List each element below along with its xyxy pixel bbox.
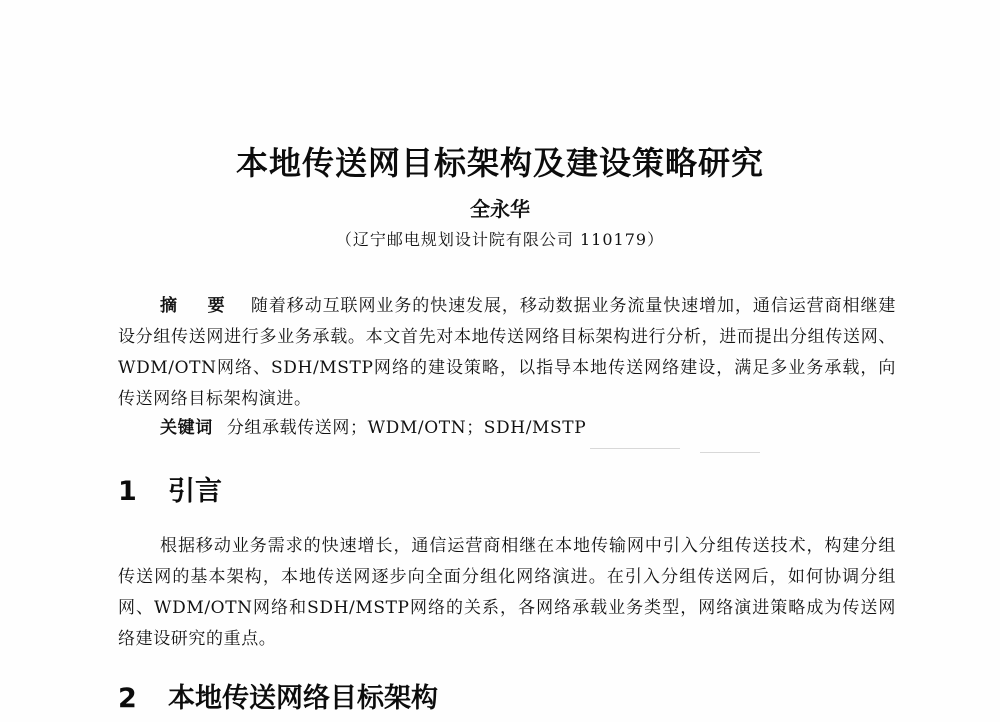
abstract-paragraph bbox=[118, 291, 896, 415]
section-1-body bbox=[118, 531, 896, 655]
keywords-text: 分组承载传送网；WDM/OTN；SDH/MSTP bbox=[226, 418, 587, 438]
body-paragraph: 根据移动业务需求的快速增长，通信运营商相继在本地传输网中引入分组传送技术，构建分组传送网的基本架构，本地传送网逐步向全面分组化网络演进。在引入分组传送网后，如何协调分组网、WDM/OTN网络和SDH/MSTP网络的关系，各网络承载业务类型，网络演进策略成为传送网络建设研究的重点。 bbox=[118, 536, 896, 649]
keywords-label: 关键词 bbox=[160, 418, 213, 438]
author-affiliation: （辽宁邮电规划设计院有限公司 110179） bbox=[335, 230, 665, 249]
section-heading-1 bbox=[118, 475, 222, 509]
section-number: 2 bbox=[118, 683, 137, 714]
section-title: 引言 bbox=[168, 476, 222, 507]
keywords-line bbox=[160, 413, 896, 444]
scan-artifact bbox=[590, 448, 680, 449]
author-name: 全永华 bbox=[470, 197, 530, 221]
section-title: 本地传送网络目标架构 bbox=[168, 683, 438, 714]
abstract-block bbox=[118, 291, 896, 415]
abstract-text: 随着移动互联网业务的快速发展，移动数据业务流量快速增加，通信运营商相继建设分组传送网进行多业务承载。本文首先对本地传送网络目标架构进行分析，进而提出分组传送网、WDM/OTN网络、SDH/MSTP网络的建设策略，以指导本地传送网络建设，满足多业务承载，向传送网络目标架构演进。 bbox=[118, 296, 896, 409]
scan-artifact bbox=[700, 452, 760, 453]
section-number: 1 bbox=[118, 476, 137, 507]
paper-title: 本地传送网目标架构及建设策略研究 bbox=[235, 144, 764, 182]
section-heading-2 bbox=[118, 682, 438, 716]
abstract-label: 摘 要 bbox=[160, 296, 237, 316]
